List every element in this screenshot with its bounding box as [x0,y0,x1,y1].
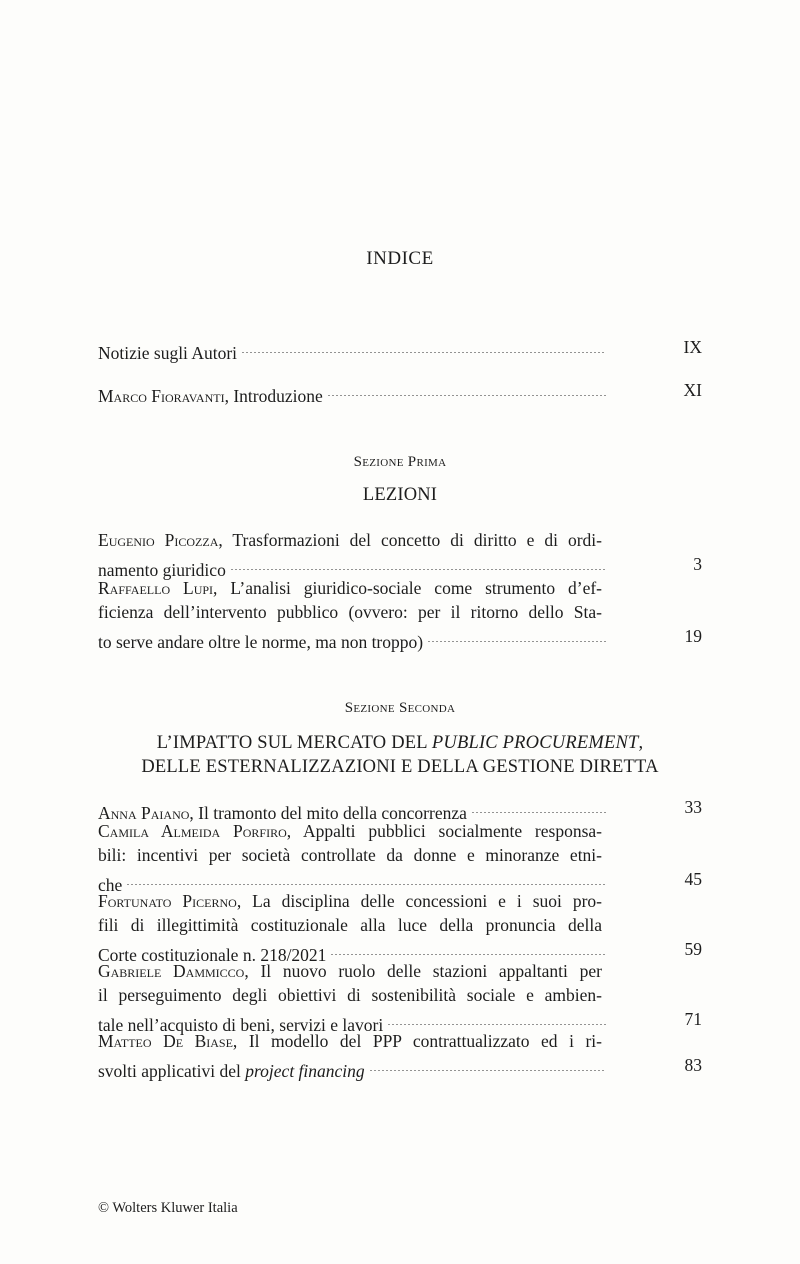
section-title: LEZIONI [362,485,438,505]
entry-text: fili di illegittimità costituzionale alla luce della pronuncia della [98,915,602,935]
section-label: Sezione Seconda [344,700,456,716]
entry-author: Camila Almeida Porfiro [98,821,287,841]
dot-leader [387,1007,606,1031]
section-label: Sezione Prima [353,454,447,470]
dot-leader [471,795,606,819]
entry-text: bili: incentivi per società controllate da donne e minoranze etni- [98,845,602,865]
entry-page: 33 [684,797,702,817]
section-title-comma: , [638,733,644,753]
entry-text: , La disciplina delle concessioni e i suoi pro- [236,891,602,911]
entry-text: , Trasformazioni del concetto di diritto e di ordi- [218,530,602,550]
entry-text: , Il tramonto del mito della concorrenza [189,803,467,823]
section-title-line2: DELLE ESTERNALIZZAZIONI E DELLA GESTIONE DIRETTA [141,757,659,777]
entry-text: to serve andare oltre le norme, ma non troppo) [98,632,424,652]
entry-text-italic: project financing [245,1061,365,1081]
entry-text: namento giuridico [98,560,226,580]
dot-leader [230,552,606,576]
dot-leader [330,937,606,961]
dot-leader [427,624,606,648]
dot-leader [126,867,606,891]
entry-text: ficienza dell’intervento pubblico (ovvero: per il ritorno dello Sta- [98,602,602,622]
entry-text: Corte costituzionale n. 218/2021 [98,945,327,965]
entry-text: tale nell’acquisto di beni, servizi e lavori [98,1015,384,1035]
toc-entry[interactable] [98,889,702,967]
entry-page: XI [683,380,702,400]
entry-text: , Appalti pubblici socialmente responsa- [286,821,602,841]
toc-entry-introduzione[interactable] [98,378,702,408]
entry-page: 45 [684,869,702,889]
toc-entry[interactable] [98,819,702,897]
toc-entry[interactable] [98,959,702,1037]
section-title [0,731,800,779]
toc-entry[interactable] [98,528,702,582]
entry-author: Marco Fioravanti [98,386,225,406]
entry-author: Eugenio Picozza [98,530,219,550]
dot-leader [241,335,606,359]
entry-text: , Il modello del PPP contrattualizzato ed i ri- [232,1031,602,1051]
entry-page: IX [683,337,702,357]
entry-text: il perseguimento degli obiettivi di sostenibilità sociale e ambien- [98,985,602,1005]
entry-text: , Introduzione [224,386,323,406]
entry-page: 19 [684,626,702,646]
toc-entry[interactable] [98,576,702,654]
entry-page: 71 [684,1009,702,1029]
entry-author: Anna Paiano [98,803,190,823]
entry-text: che [98,875,123,895]
entry-author: Fortunato Picerno [98,891,237,911]
entry-page: 3 [693,554,702,574]
entry-author: Gabriele Dammicco [98,961,245,981]
copyright-footer: © Wolters Kluwer Italia [98,1200,238,1216]
entry-page: 83 [684,1055,702,1075]
entry-author: Matteo De Biase [98,1031,233,1051]
entry-text: , Il nuovo ruolo delle stazioni appaltanti per [244,961,602,981]
entry-page: 59 [684,939,702,959]
toc-entry-notizie[interactable] [98,335,702,365]
dot-leader [327,378,606,402]
section-title-text: L’IMPATTO SUL MERCATO DEL [156,733,432,753]
entry-text: svolti applicativi del [98,1061,246,1081]
entry-text: , L’analisi giuridico-sociale come strumento d’ef- [213,578,602,598]
dot-leader [369,1053,606,1077]
section-title-italic: PUBLIC PROCUREMENT [431,733,639,753]
entry-text: Notizie sugli Autori [98,343,238,363]
entry-author: Raffaello Lupi [98,578,214,598]
index-title: INDICE [366,248,434,269]
toc-entry[interactable] [98,1029,702,1083]
